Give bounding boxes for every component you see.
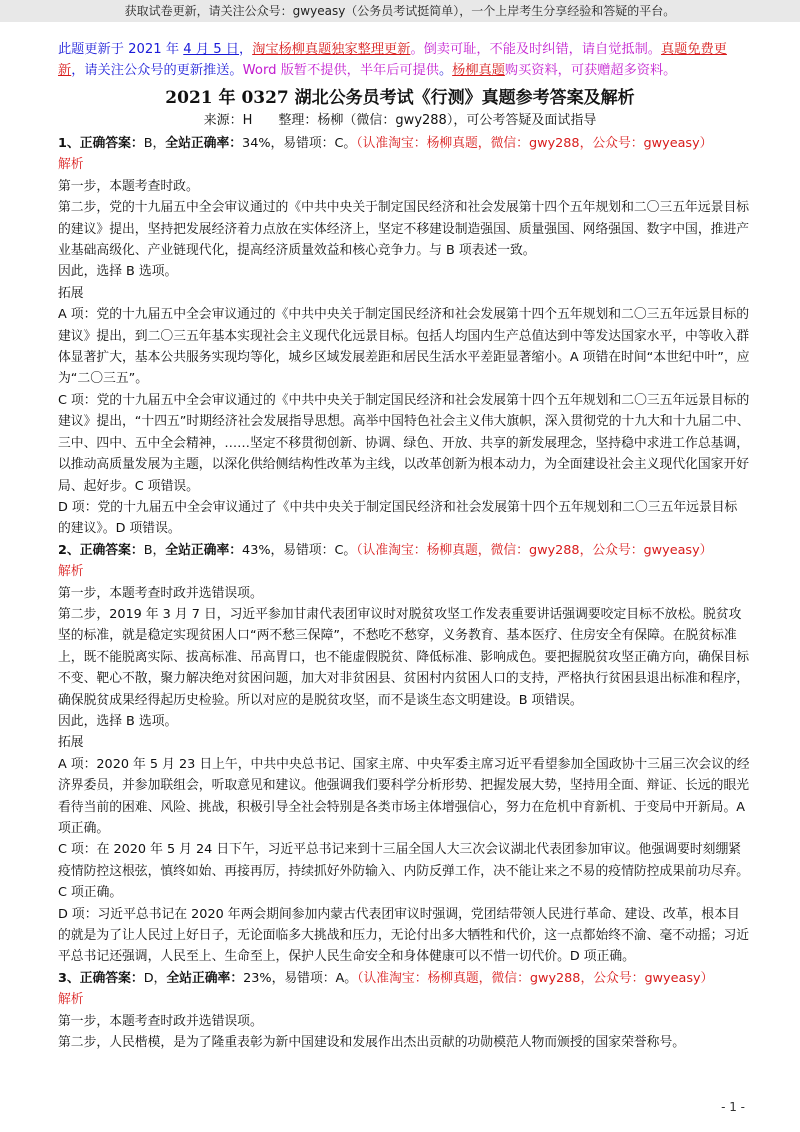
extension-label: 拓展 — [58, 735, 84, 751]
question-number: 3、 — [58, 970, 80, 986]
analysis-paragraph: 第一步，本题考查时政并选错误项。 — [58, 585, 263, 601]
analysis-label: 解析 — [58, 992, 84, 1008]
extension-label: 拓展 — [58, 285, 84, 301]
notice-text: 。 — [438, 63, 453, 78]
analysis-label: 解析 — [58, 157, 84, 173]
notice-text: ， — [239, 42, 253, 57]
notice-text: 此题更新于 2021 年 — [58, 42, 184, 57]
analysis-paragraph: 第一步，本题考查时政。 — [58, 178, 199, 194]
rate-value: 34%，易错项：C。 — [242, 136, 357, 151]
rate-value: 23%，易错项：A。 — [243, 970, 358, 986]
question-header — [58, 540, 750, 561]
extension-paragraph: D 项：党的十九届五中全会审议通过了《中共中央关于制定国民经济和社会发展第十四个五年规划和二〇三五年远景目标的建议》。D 项错误。 — [58, 499, 738, 537]
notice-text: 购买资料，可获赠超多资料。 — [504, 63, 677, 78]
extension-paragraph: A 项：党的十九届五中全会审议通过的《中共中央关于制定国民经济和社会发展第十四个五年规划和二〇三五年远景目标的建议》提出，到二〇三五年基本实现社会主义现代化远景目标。包括人均国内生产总值达到中等发达国家水平，中等收入群体显著扩大，基本公共服务实现均等化，城乡区域发展差距和居民生活水平差距显著缩小。A 项错在时间“本世纪中叶”，应为“二〇三五”。 — [58, 307, 750, 387]
page-title: 2021 年 0327 湖北公务员考试《行测》真题参考答案及解析 — [165, 88, 635, 108]
answer-value: D， — [143, 970, 167, 986]
rate-value: 43%，易错项：C。 — [242, 542, 357, 558]
source-tag: （认准淘宝：杨柳真题，微信：gwy288，公众号：gwyeasy） — [356, 136, 713, 151]
analysis-paragraph: 第一步，本题考查时政并选错误项。 — [58, 1013, 263, 1029]
analysis-paragraph: 第二步，人民楷模，是为了隆重表彰为新中国建设和发展作出杰出贡献的功勋模范人物而颁授的国家荣誉称号。 — [58, 1035, 686, 1051]
notice-date: 4 月 5 日 — [183, 42, 239, 57]
source-tag: （认准淘宝：杨柳真题，微信：gwy288，公众号：gwyeasy） — [356, 542, 713, 558]
analysis-paragraph: 因此，选择 B 选项。 — [58, 264, 178, 280]
analysis-paragraph: 第二步，党的十九届五中全会审议通过的《中共中央关于制定国民经济和社会发展第十四个五年规划和二〇三五年远景目标的建议》提出，坚持把发展经济着力点放在实体经济上，坚定不移建设制造强国、质量强国、网络强国、数字中国，推进产业基础高级化、产业链现代化，提高经济质量效益和核心竞争力。与 B 项表述一致。 — [58, 200, 750, 259]
notice-link[interactable]: 杨柳真题 — [452, 63, 505, 78]
answer-label: 正确答案： — [79, 970, 144, 986]
notice-text: Word 版暂不提供，半年后可提供 — [242, 63, 439, 78]
notice-text: 。倒卖可耻，不能及时纠错，请自觉抵制。 — [410, 42, 661, 57]
notice-link[interactable]: 真题免费更新 — [58, 42, 727, 78]
rate-label: 全站正确率： — [166, 970, 244, 986]
notice-link[interactable]: 淘宝杨柳真题独家整理更新 — [252, 42, 411, 57]
notice-text: ，请关注公众号的更新推送。 — [71, 63, 243, 78]
extension-paragraph: D 项：习近平总书记在 2020 年两会期间参加内蒙古代表团审议时强调，党团结带领人民进行革命、建设、改革，根本目的就是为了让人民过上好日子，无论面临多大挑战和压力，无论付出多大牺牲和代价，这一点都始终不渝、毫不动摇；习近平总书记还强调，人民至上、生命至上，保护人民生命安全和身体健康可以不惜一切代价。D 项正确。 — [58, 906, 750, 965]
answer-label: 正确答案： — [79, 136, 144, 151]
source-tag: （认准淘宝：杨柳真题，微信：gwy288，公众号：gwyeasy） — [357, 970, 714, 986]
top-banner: 获取试卷更新，请关注公众号：gwyeasy（公务员考试挺简单），一个上岸考生分享经验和答疑的平台。 — [0, 0, 800, 22]
analysis-paragraph: 因此，选择 B 选项。 — [58, 713, 178, 729]
answer-value: B， — [143, 542, 166, 558]
update-notice — [58, 39, 748, 81]
page-number: - 1 - — [721, 1100, 745, 1114]
rate-label: 全站正确率： — [165, 542, 243, 558]
answer-content — [58, 133, 750, 1053]
analysis-label: 解析 — [58, 564, 84, 580]
extension-paragraph: C 项：在 2020 年 5 月 24 日下午，习近平总书记来到十三届全国人大三次会议湖北代表团参加审议。他强调要时刻绷紧疫情防控这根弦，慎终如始、再接再厉，持续抓好外防输入、内防反弹工作，决不能让来之不易的疫情防控成果前功尽弃。C 项正确。 — [58, 842, 750, 901]
answer-value: B， — [143, 136, 166, 151]
question-header — [58, 133, 750, 154]
question-number: 2、 — [58, 542, 80, 558]
question-number: 1、 — [58, 136, 80, 151]
question-header — [58, 968, 750, 989]
extension-paragraph: C 项：党的十九届五中全会审议通过的《中共中央关于制定国民经济和社会发展第十四个五年规划和二〇三五年远景目标的建议》提出，“十四五”时期经济社会发展指导思想。高举中国特色社会主义伟大旗帜，深入贯彻党的十九大和十九届二中、三中、四中、五中全会精神，……坚定不移贯彻创新、协调、绿色、开放、共享的新发展理念，坚持稳中求进工作总基调，以推动高质量发展为主题，以深化供给侧结构性改革为主线，以改革创新为根本动力，为全面建设社会主义现代化国家开好局、起好步。C 项错误。 — [58, 392, 750, 494]
answer-label: 正确答案： — [79, 542, 144, 558]
rate-label: 全站正确率： — [165, 136, 243, 151]
analysis-paragraph: 第二步，2019 年 3 月 7 日，习近平参加甘肃代表团审议时对脱贫攻坚工作发表重要讲话强调要咬定目标不放松。脱贫攻坚的标准，就是稳定实现贫困人口“两不愁三保障”，不愁吃不愁穿，义务教育、基本医疗、住房安全有保障。在脱贫标准上，既不能脱离实际、拔高标准、吊高胃口，也不能虚假脱贫、降低标准、影响成色。要把握脱贫攻坚正确方向，确保目标不变、靶心不散，聚力解决绝对贫困问题，加大对非贫困县、贫困村内贫困人口的支持，严格执行贫困县退出标准和程序，确保脱贫成果经得起历史检验。所以对应的是脱贫攻坚，而不是谈生态文明建设。B 项错误。 — [58, 606, 750, 708]
source-line: 来源：H 整理：杨柳（微信：gwy288），可公考答疑及面试指导 — [203, 113, 597, 128]
extension-paragraph: A 项：2020 年 5 月 23 日上午，中共中央总书记、国家主席、中央军委主席习近平看望参加全国政协十三届三次会议的经济界委员，并参加联组会，听取意见和建议。他强调我们要科学分析形势、把握发展大势，坚持用全面、辩证、长远的眼光看待当前的困难、风险、挑战，积极引导全社会特别是各类市场主体增强信心，努力在危机中育新机、于变局中开新局。A 项正确。 — [58, 756, 750, 836]
